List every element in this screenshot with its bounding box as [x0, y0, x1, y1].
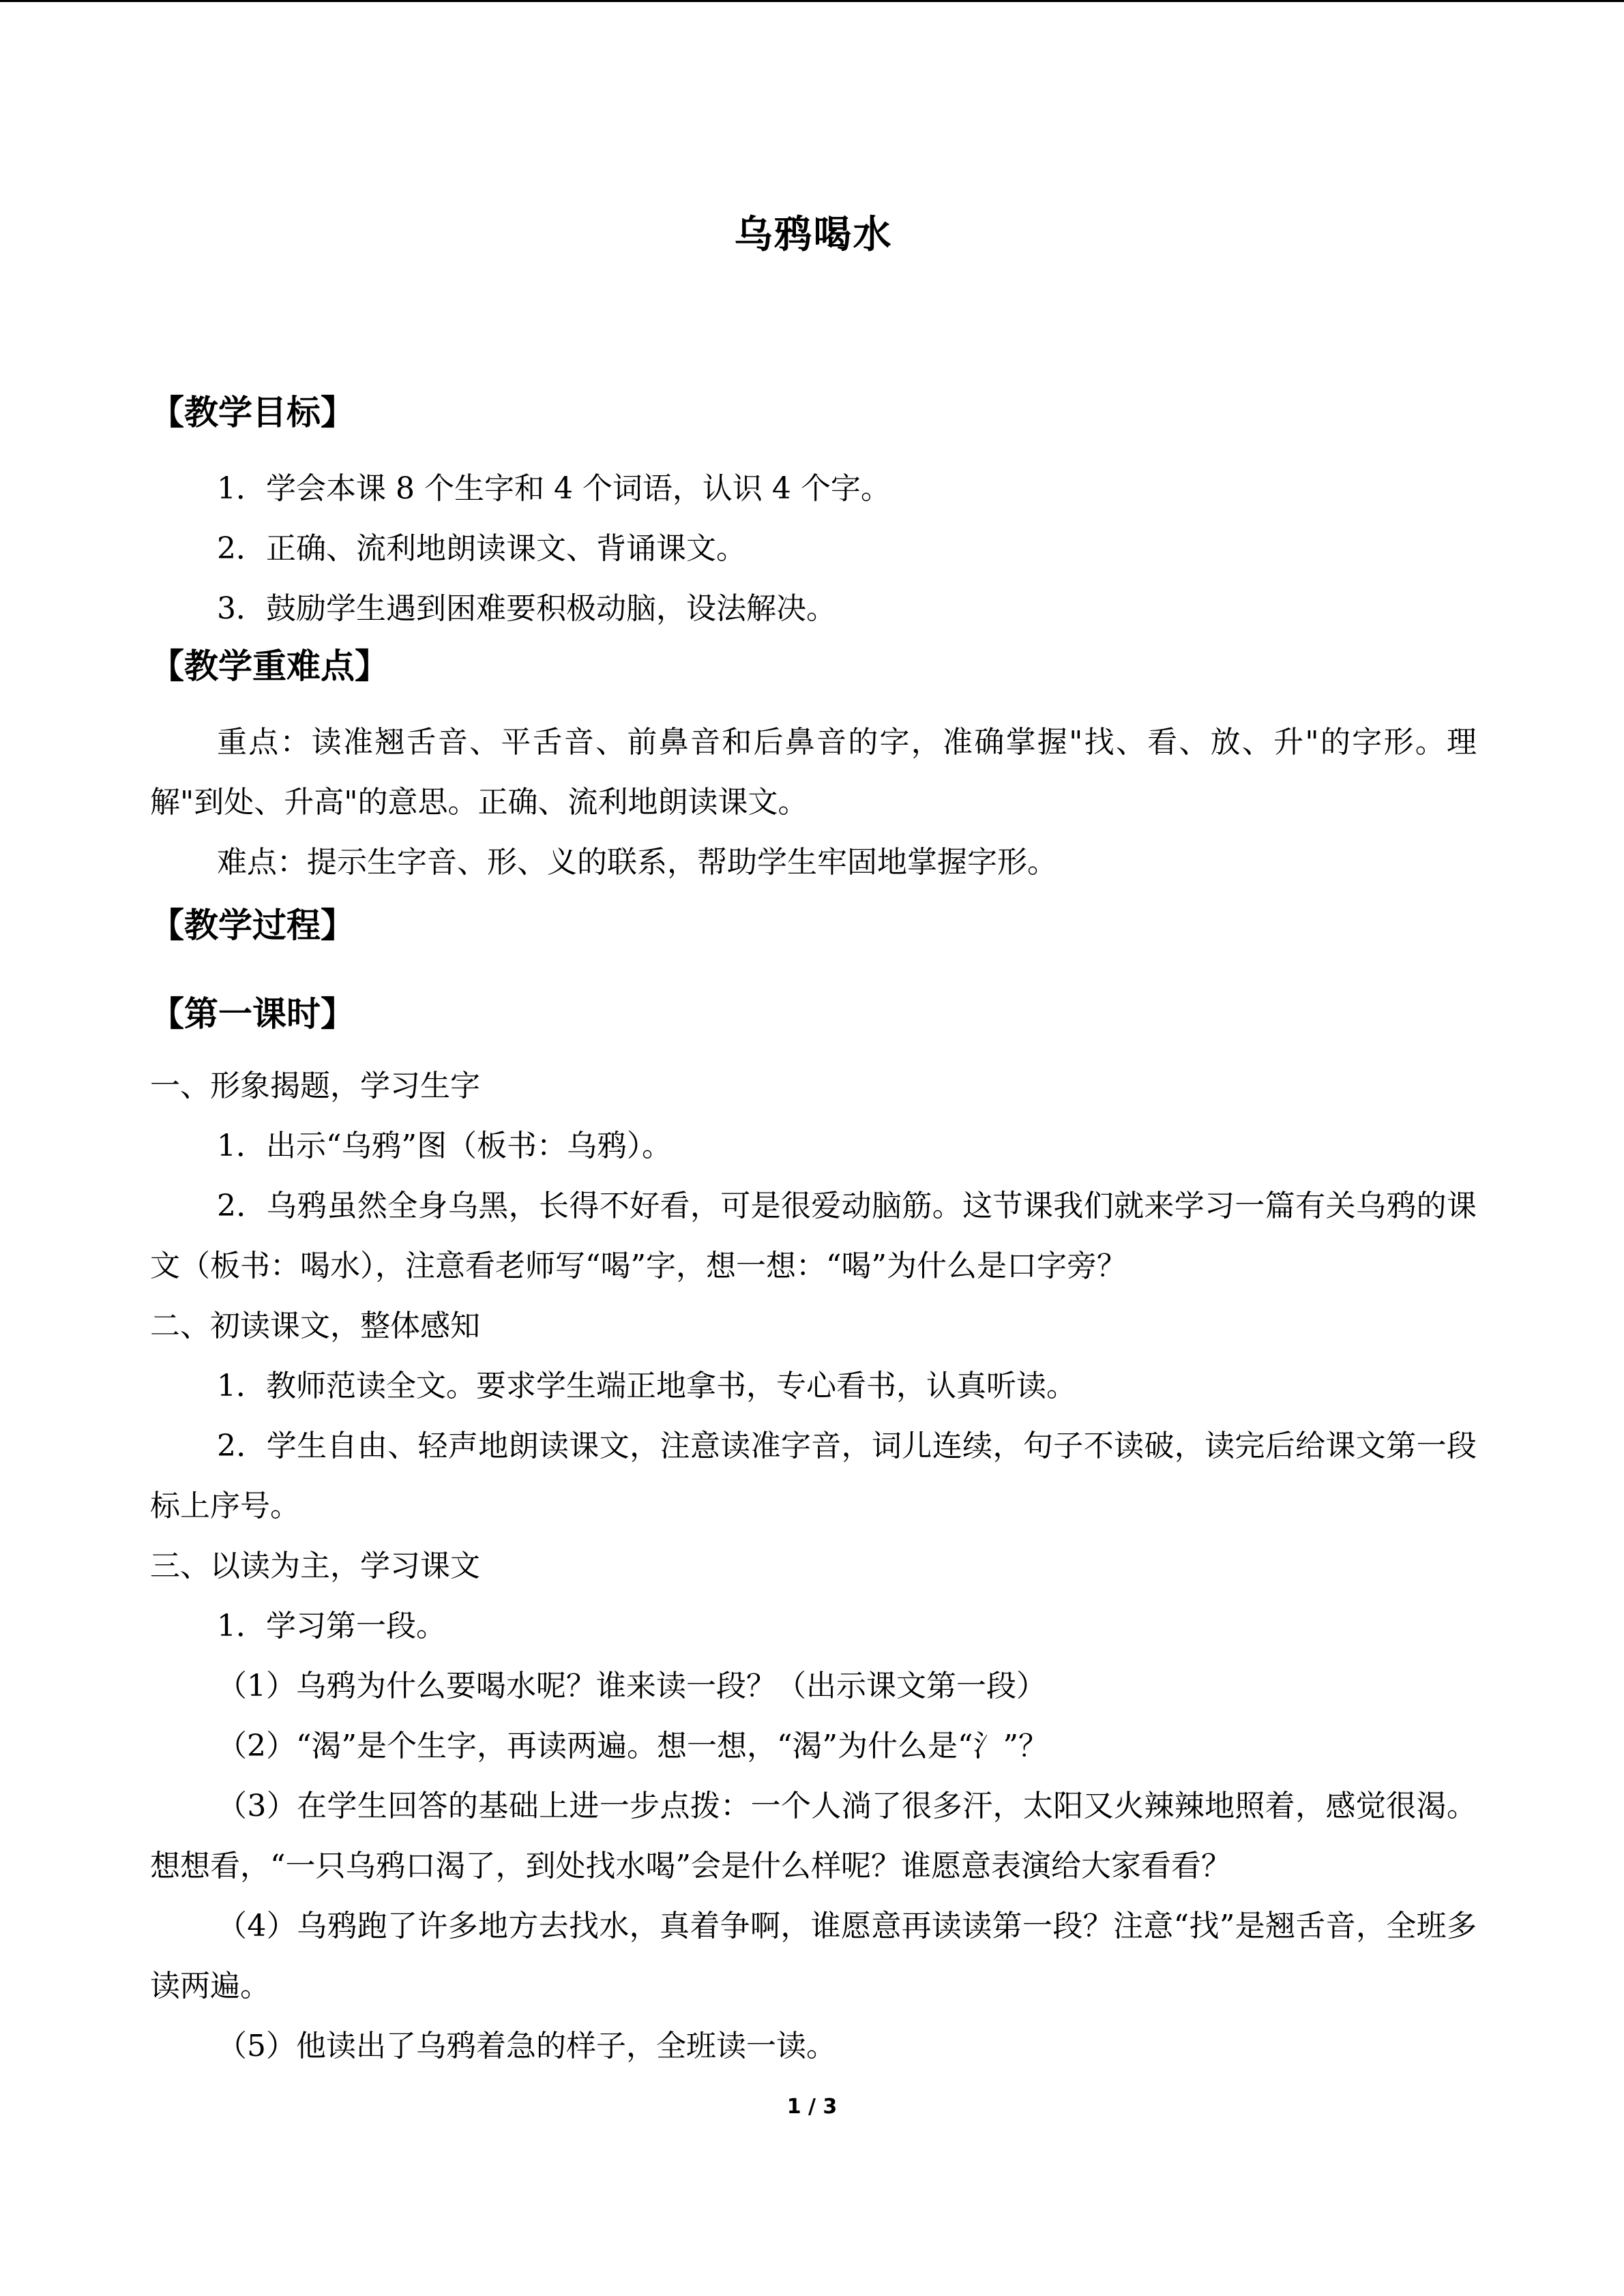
list-item: （2）“渴”是个生字，再读两遍。想一想，“渴”为什么是“氵”？ — [217, 1729, 1048, 1763]
list-item: 2．学生自由、轻声地朗读课文，注意读准字音，词儿连续，句子不读破，读完后给课文第一段标上序号。 — [150, 1429, 1477, 1523]
part-title: 一、形象揭题，学习生字 — [150, 1069, 480, 1103]
heading-objectives: 【教学目标】 — [150, 393, 355, 432]
list-item: （5）他读出了乌鸦着急的样子，全班读一读。 — [217, 2029, 836, 2063]
list-item: （4）乌鸦跑了许多地方去找水，真着争啊，谁愿意再读读第一段？注意“找”是翘舌音，全班多读两遍。 — [150, 1909, 1477, 2003]
objective-item: 1．学会本课 8 个生字和 4 个词语，认识 4 个字。 — [217, 471, 891, 506]
list-item: 2．乌鸦虽然全身乌黑，长得不好看，可是很爱动脑筋。这节课我们就来学习一篇有关乌鸦的课文（板书：喝水），注意看老师写“喝”字，想一想：“喝”为什么是口字旁？ — [150, 1189, 1477, 1283]
objective-item: 3．鼓励学生遇到困难要积极动脑，设法解决。 — [217, 591, 836, 626]
objective-item: 2．正确、流利地朗读课文、背诵课文。 — [217, 531, 746, 566]
page-number: 1 / 3 — [786, 2095, 838, 2119]
heading-process: 【教学过程】 — [150, 906, 355, 945]
key-point-focus: 重点：读准翘舌音、平舌音、前鼻音和后鼻音的字，准确掌握"找、看、放、升"的字形。理解"到处、升高"的意思。正确、流利地朗读课文。 — [150, 725, 1477, 820]
list-item: （1）乌鸦为什么要喝水呢？谁来读一段？（出示课文第一段） — [217, 1669, 1046, 1703]
heading-lesson-one: 【第一课时】 — [150, 994, 355, 1034]
part-title: 三、以读为主，学习课文 — [150, 1549, 480, 1583]
document-title: 乌鸦喝水 — [734, 213, 893, 257]
list-item: 1．学习第一段。 — [217, 1609, 446, 1643]
list-item: 1．教师范读全文。要求学生端正地拿书，专心看书，认真听读。 — [217, 1369, 1076, 1403]
top-border-line — [0, 0, 1624, 2]
heading-key-points: 【教学重难点】 — [150, 646, 389, 686]
list-item: （3）在学生回答的基础上进一步点拨：一个人淌了很多汗，太阳又火辣辣地照着，感觉很渴。想想看，“一只乌鸦口渴了，到处找水喝”会是什么样呢？谁愿意表演给大家看看？ — [150, 1789, 1477, 1883]
document-body — [150, 385, 1477, 2076]
key-point-difficulty: 难点：提示生字音、形、义的联系，帮助学生牢固地掌握字形。 — [217, 845, 1057, 880]
part-title: 二、初读课文，整体感知 — [150, 1309, 480, 1343]
list-item: 1．出示“乌鸦”图（板书：乌鸦）。 — [217, 1129, 672, 1163]
